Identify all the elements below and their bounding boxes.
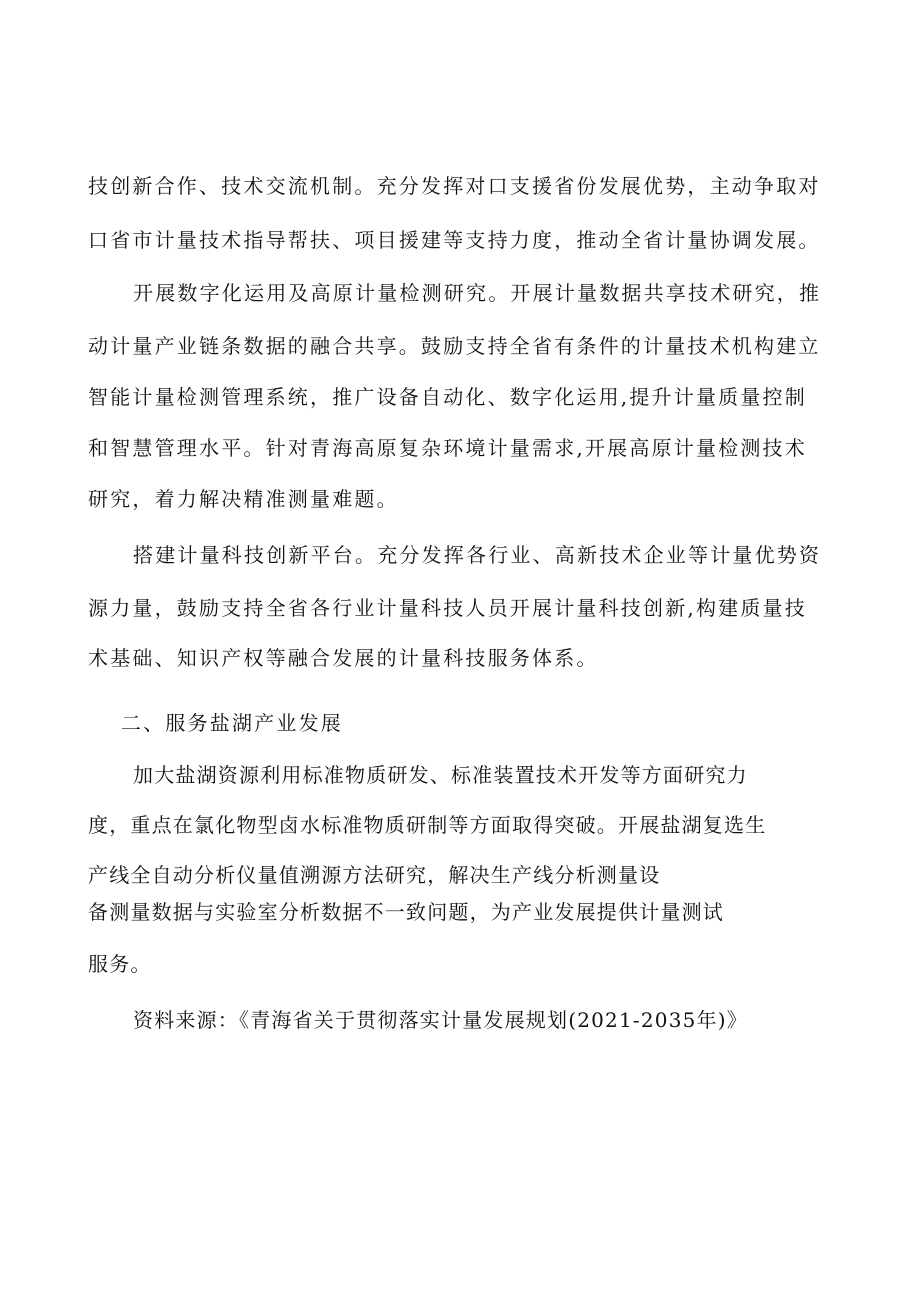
paragraph-2-line-1: 开展数字化运用及高原计量检测研究。开展计量数据共享技术研究，推	[133, 281, 822, 305]
paragraph-2-line-3: 智能计量检测管理系统，推广设备自动化、数字化运用,提升计量质量控制	[88, 385, 807, 409]
paragraph-4-line-4: 备测量数据与实验室分析数据不一致问题，为产业发展提供计量测试	[88, 900, 724, 924]
paragraph-4-line-3: 产线全自动分析仪量值溯源方法研究，解决生产线分析测量设	[88, 863, 661, 887]
paragraph-4-line-5: 服务。	[88, 952, 152, 976]
source-note: 资料来源：《青海省关于贯彻落实计量发展规划(2021-2035年)》	[133, 1008, 748, 1032]
paragraph-2-line-2: 动计量产业链条数据的融合共享。鼓励支持全省有条件的计量技术机构建立	[88, 334, 821, 358]
paragraph-4-line-1: 加大盐湖资源利用标准物质研发、标准装置技术开发等方面研究力	[133, 763, 748, 787]
paragraph-3-line-2: 源力量，鼓励支持全省各行业计量科技人员开展计量科技创新,构建质量技	[88, 596, 807, 620]
paragraph-3-line-3: 术基础、知识产权等融合发展的计量科技服务体系。	[88, 646, 599, 670]
paragraph-3-line-1: 搭建计量科技创新平台。充分发挥各行业、高新技术企业等计量优势资	[133, 543, 822, 567]
paragraph-2-line-4: 和智慧管理水平。针对青海高原复杂环境计量需求,开展高原计量检测技术	[88, 436, 807, 460]
paragraph-1-line-1: 技创新合作、技术交流机制。充分发挥对口支援省份发展优势，主动争取对	[88, 174, 821, 198]
section-heading: 二、服务盐湖产业发展	[121, 711, 343, 735]
paragraph-2-line-5: 研究，着力解决精准测量难题。	[88, 487, 399, 511]
paragraph-4-line-2: 度，重点在氯化物型卤水标准物质研制等方面取得突破。开展盐湖复选生	[88, 813, 767, 837]
paragraph-1-line-2: 口省市计量技术指导帮扶、项目援建等支持力度，推动全省计量协调发展。	[88, 228, 821, 252]
